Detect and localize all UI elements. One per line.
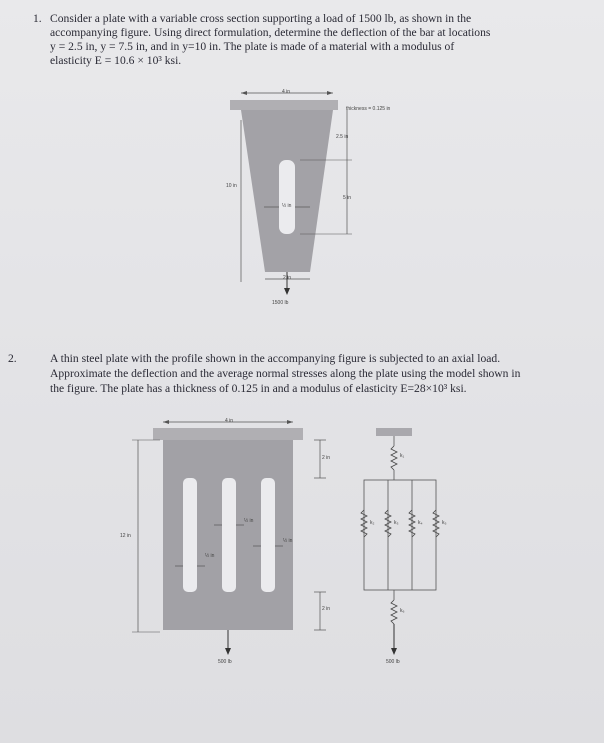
fig1-bottom-width: 2 in [283,275,292,281]
fig2-top-cap [153,428,303,440]
spring-k3-label: k₃ [394,520,399,526]
fig2-height: 12 in [120,533,131,539]
spring-k1-label: k₁ [400,453,405,459]
spring-k2-label: k₂ [370,520,375,526]
model-load: 500 lb [386,659,400,665]
spring-k6-label: k₆ [400,608,405,614]
fig2-width: 4 in [225,418,234,424]
fig1-slot-length: 5 in [343,195,352,201]
problem1-line-1: Consider a plate with a variable cross section supporting a load of 1500 lb, as shown in the [50,12,472,25]
fig1-top-width: 4 in [282,89,291,95]
fig1-thickness: thickness = 0.125 in [346,106,391,112]
problem1-line-3: y = 2.5 in, y = 7.5 in, and in y=10 in. The plate is made of a material with a modulus of [50,40,455,53]
fig1-slot-width: ½ in [282,203,292,209]
problem1-line-4: elasticity E = 10.6 × 10³ ksi. [50,54,182,67]
problem2-line-3: the figure. The plate has a thickness of 0.125 in and a modulus of elasticity E=28×10³ ksi. [50,382,467,395]
problem1-line-2: accompanying figure. Using direct formulation, determine the deflection of the bar at locations [50,26,491,39]
fig2-slot-width-3: ½ in [283,538,293,544]
problem2-line-2: Approximate the deflection and the average normal stresses along the plate using the model shown in [50,367,521,380]
fig2-bottom-gap: 2 in [322,606,331,612]
spring-k1 [391,446,397,470]
model-top-support [376,428,412,436]
fig1-height: 10 in [226,183,237,189]
fig1-slot-top: 2.5 in [336,134,349,140]
spring-k4-label: k₄ [418,520,423,526]
fig2-load: 500 lb [218,659,232,665]
spring-k5-label: k₅ [442,520,447,526]
problem1-number: 1. [33,12,42,25]
fig2-slot-width-1: ½ in [205,553,215,559]
problem2-number: 2. [8,352,17,365]
model-frame [364,480,436,590]
fig2-slot-width-2: ½ in [244,518,254,524]
problem2-line-1: A thin steel plate with the profile shown in the accompanying figure is subjected to an axial load. [50,352,501,365]
fig1-load: 1500 lb [272,300,289,306]
fig2-slot-2 [222,478,236,592]
fig2-slot-3 [261,478,275,592]
fig2-top-gap: 2 in [322,455,331,461]
spring-k6 [391,600,397,624]
fig2-slot-1 [183,478,197,592]
